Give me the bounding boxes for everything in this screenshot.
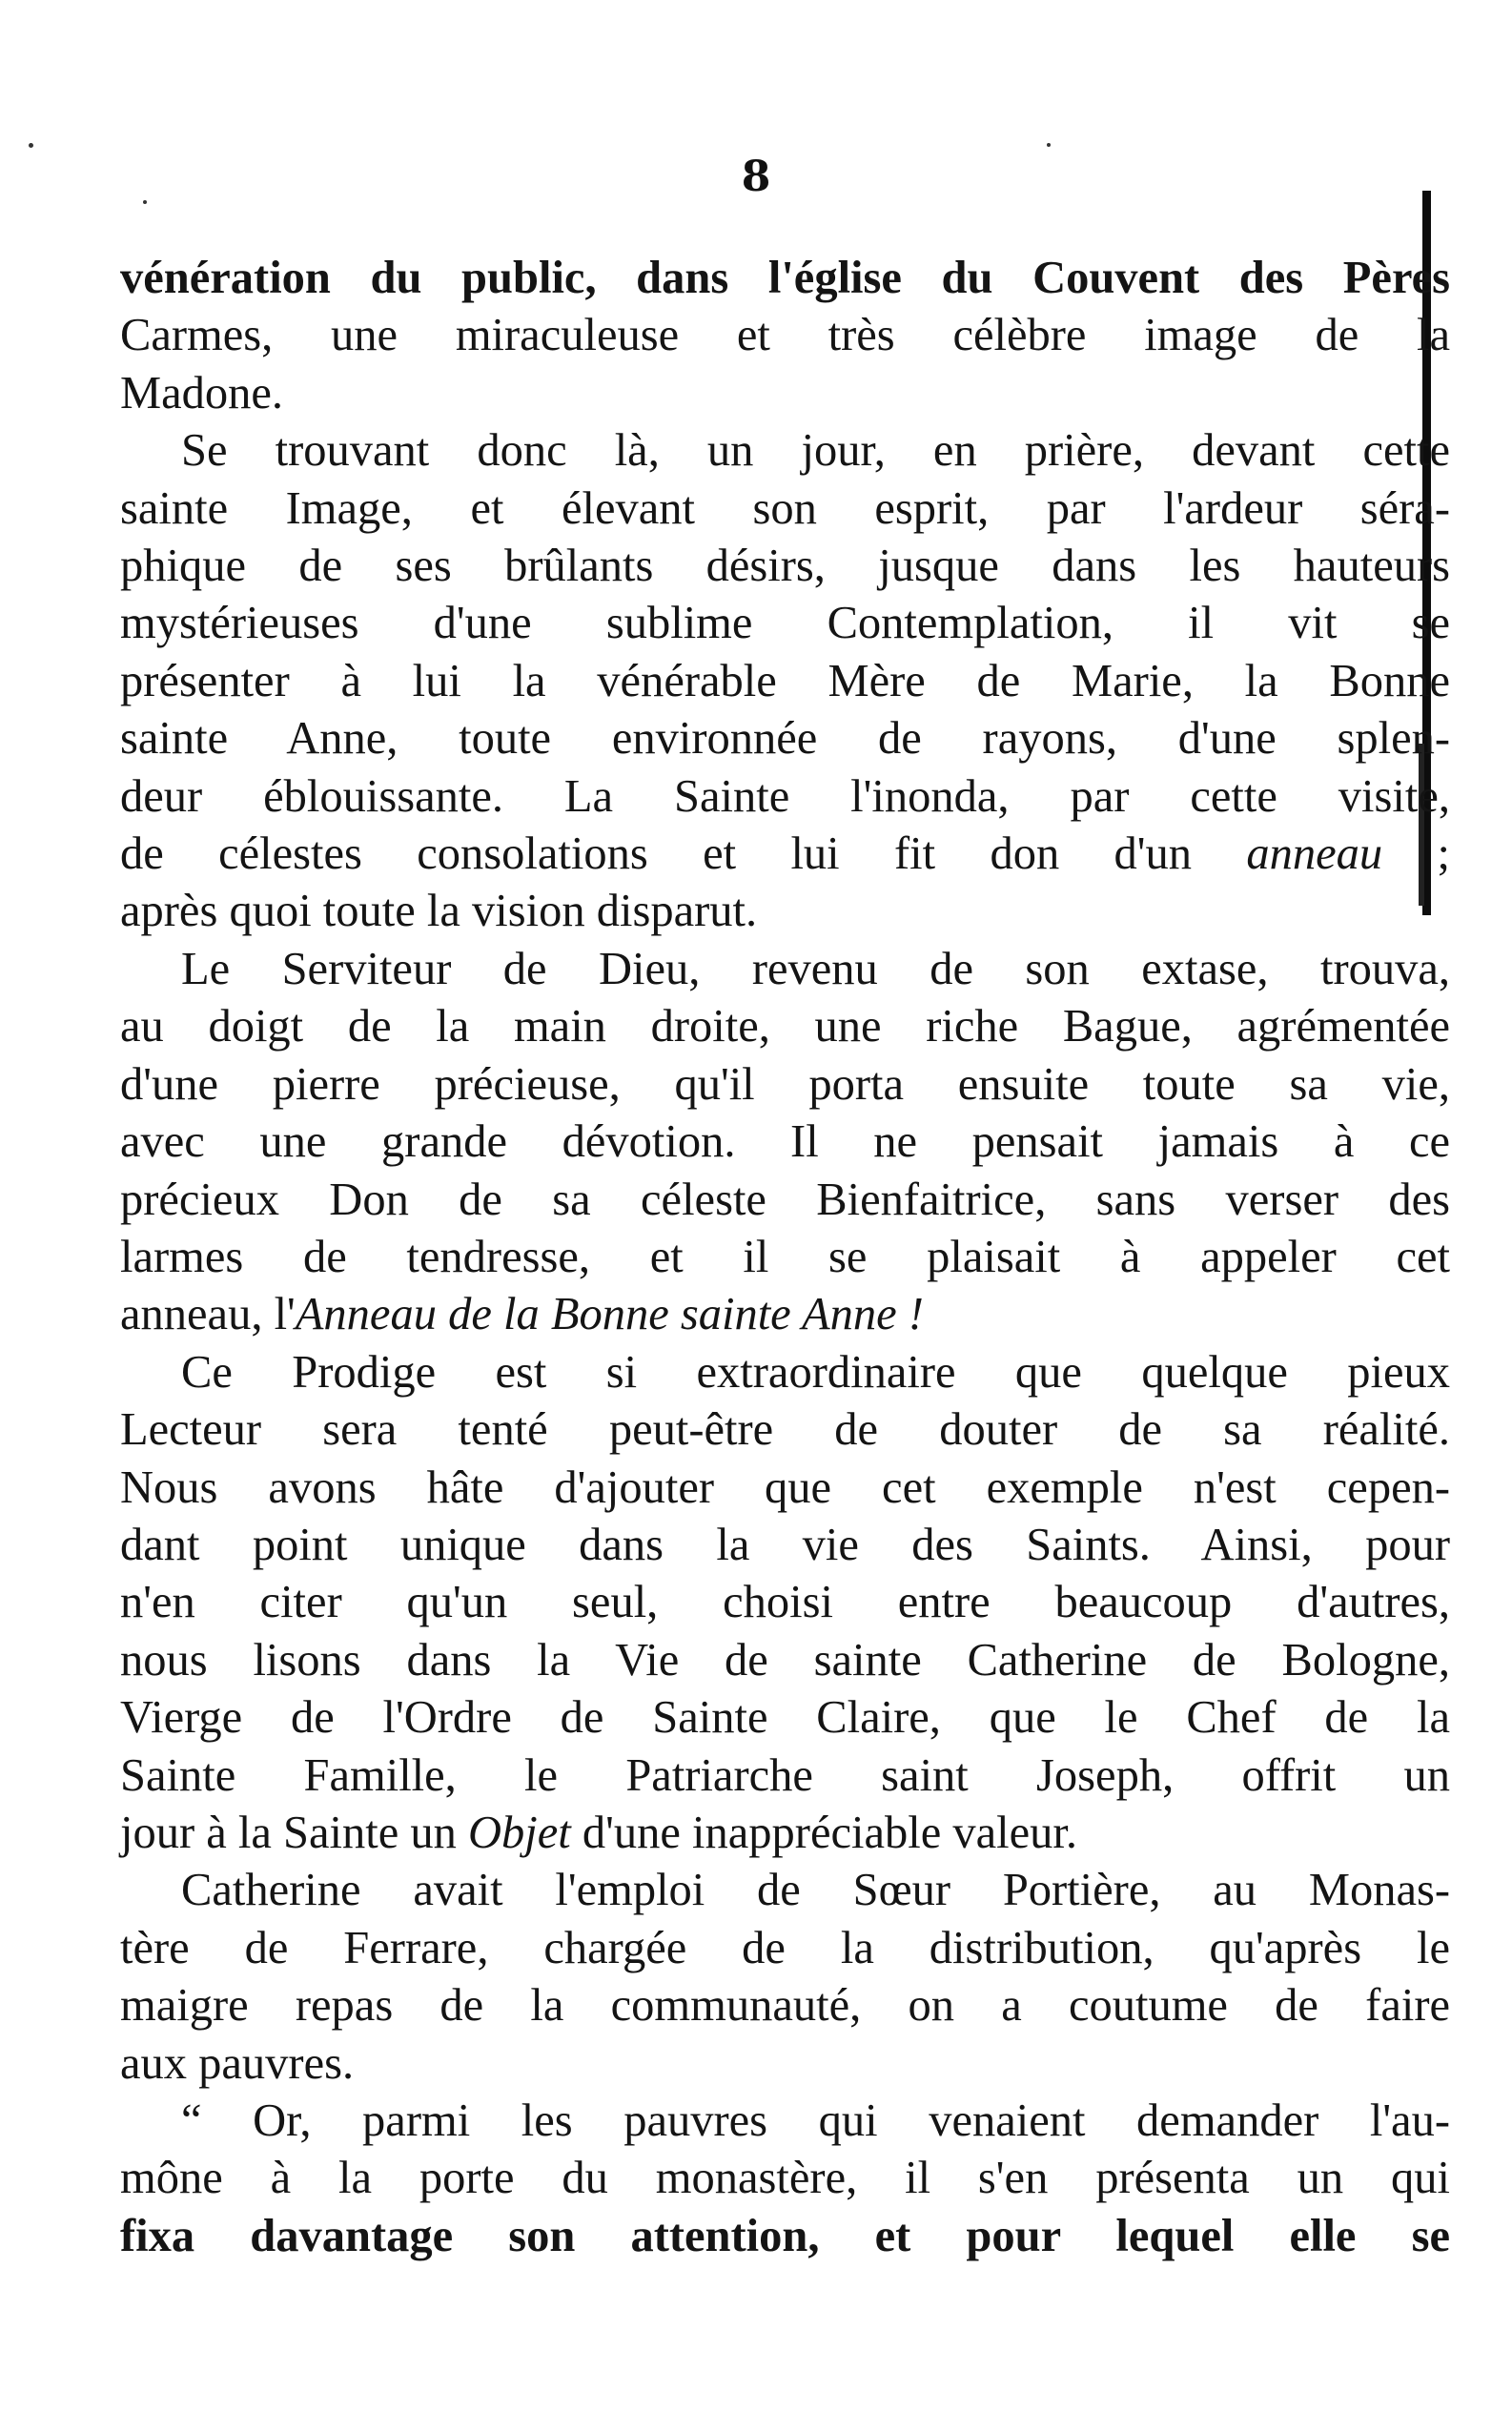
text-line xyxy=(120,1805,1450,1862)
ink-speck xyxy=(29,143,33,148)
text-line: dant point unique dans la vie des Saints. Ainsi, pour xyxy=(120,1519,1450,1570)
text-segment: anneau, l' xyxy=(120,1289,296,1340)
text-line xyxy=(120,826,1450,883)
text-segment: ; xyxy=(1382,828,1450,880)
text-line: Catherine avait l'emploi de Sœur Portière, au Monas- xyxy=(181,1865,1450,1916)
italic-text-segment: anneau xyxy=(1246,828,1383,880)
text-segment: jour à la Sainte un xyxy=(120,1807,469,1858)
text-line: Madone. xyxy=(120,367,284,419)
text-line: avec une grande dévotion. Il ne pensait jamais à ce xyxy=(120,1116,1450,1168)
text-line: maigre repas de la communauté, on a coutume de faire xyxy=(120,1980,1450,2032)
text-line: deur éblouissante. La Sainte l'inonda, par cette visite, xyxy=(120,770,1450,822)
text-line: nous lisons dans la Vie de sainte Catherine de Bologne, xyxy=(120,1634,1450,1686)
text-line: Sainte Famille, le Patriarche saint Joseph, offrit un xyxy=(120,1749,1450,1801)
text-line: au doigt de la main droite, une riche Bague, agrémentée xyxy=(120,1001,1450,1053)
text-line: sainte Image, et élevant son esprit, par l'ardeur séra- xyxy=(120,482,1450,534)
text-line: Ce Prodige est si extraordinaire que quelque pieux xyxy=(181,1346,1450,1398)
text-line: présenter à lui la vénérable Mère de Marie, la Bonne xyxy=(120,655,1450,706)
page-number: 8 xyxy=(741,153,771,201)
text-line: vénération du public, dans l'église du Couvent des Pères xyxy=(120,253,1450,303)
text-line: Se trouvant donc là, un jour, en prière, devant cette xyxy=(181,425,1450,477)
text-line: mystérieuses d'une sublime Contemplation, il vit se xyxy=(120,598,1450,649)
text-line: sainte Anne, toute environnée de rayons, d'une splen- xyxy=(120,713,1450,765)
text-line: n'en citer qu'un seul, choisi entre beaucoup d'autres, xyxy=(120,1577,1450,1628)
text-line: Le Serviteur de Dieu, revenu de son extase, trouva, xyxy=(181,943,1450,994)
text-line: précieux Don de sa céleste Bienfaitrice, sans verser des xyxy=(120,1174,1450,1225)
text-line: Carmes, une miraculeuse et très célèbre image de la xyxy=(120,310,1450,361)
text-line xyxy=(120,1286,1450,1343)
text-line: tère de Ferrare, chargée de la distribution, qu'après le xyxy=(120,1922,1450,1973)
text-segment: d'une inappréciable valeur. xyxy=(570,1807,1078,1858)
italic-text-segment: Anneau de la Bonne sainte Anne ! xyxy=(295,1289,924,1340)
text-line: d'une pierre précieuse, qu'il porta ensuite toute sa vie, xyxy=(120,1058,1450,1110)
text-line: Vierge de l'Ordre de Sainte Claire, que le Chef de la xyxy=(120,1692,1450,1744)
text-line: aux pauvres. xyxy=(120,2037,355,2089)
text-line: phique de ses brûlants désirs, jusque dans les hauteurs xyxy=(120,541,1450,592)
text-line: “ Or, parmi les pauvres qui venaient demander l'au- xyxy=(181,2095,1450,2146)
text-line: après quoi toute la vision disparut. xyxy=(120,886,758,937)
text-segment: de célestes consolations et lui fit don d'un xyxy=(120,828,1247,880)
text-line: mône à la porte du monastère, il s'en présenta un qui xyxy=(120,2153,1450,2204)
text-line: Nous avons hâte d'ajouter que cet exemple n'est cepen- xyxy=(120,1461,1450,1513)
text-line: fixa davantage son attention, et pour lequel elle se xyxy=(120,2210,1450,2261)
page-body-text xyxy=(120,250,1450,2265)
ink-speck xyxy=(1047,143,1051,147)
text-line: Lecteur sera tenté peut-être de douter de sa réalité. xyxy=(120,1404,1450,1456)
italic-text-segment: Objet xyxy=(468,1807,571,1858)
text-line: larmes de tendresse, et il se plaisait à appeler cet xyxy=(120,1231,1450,1282)
